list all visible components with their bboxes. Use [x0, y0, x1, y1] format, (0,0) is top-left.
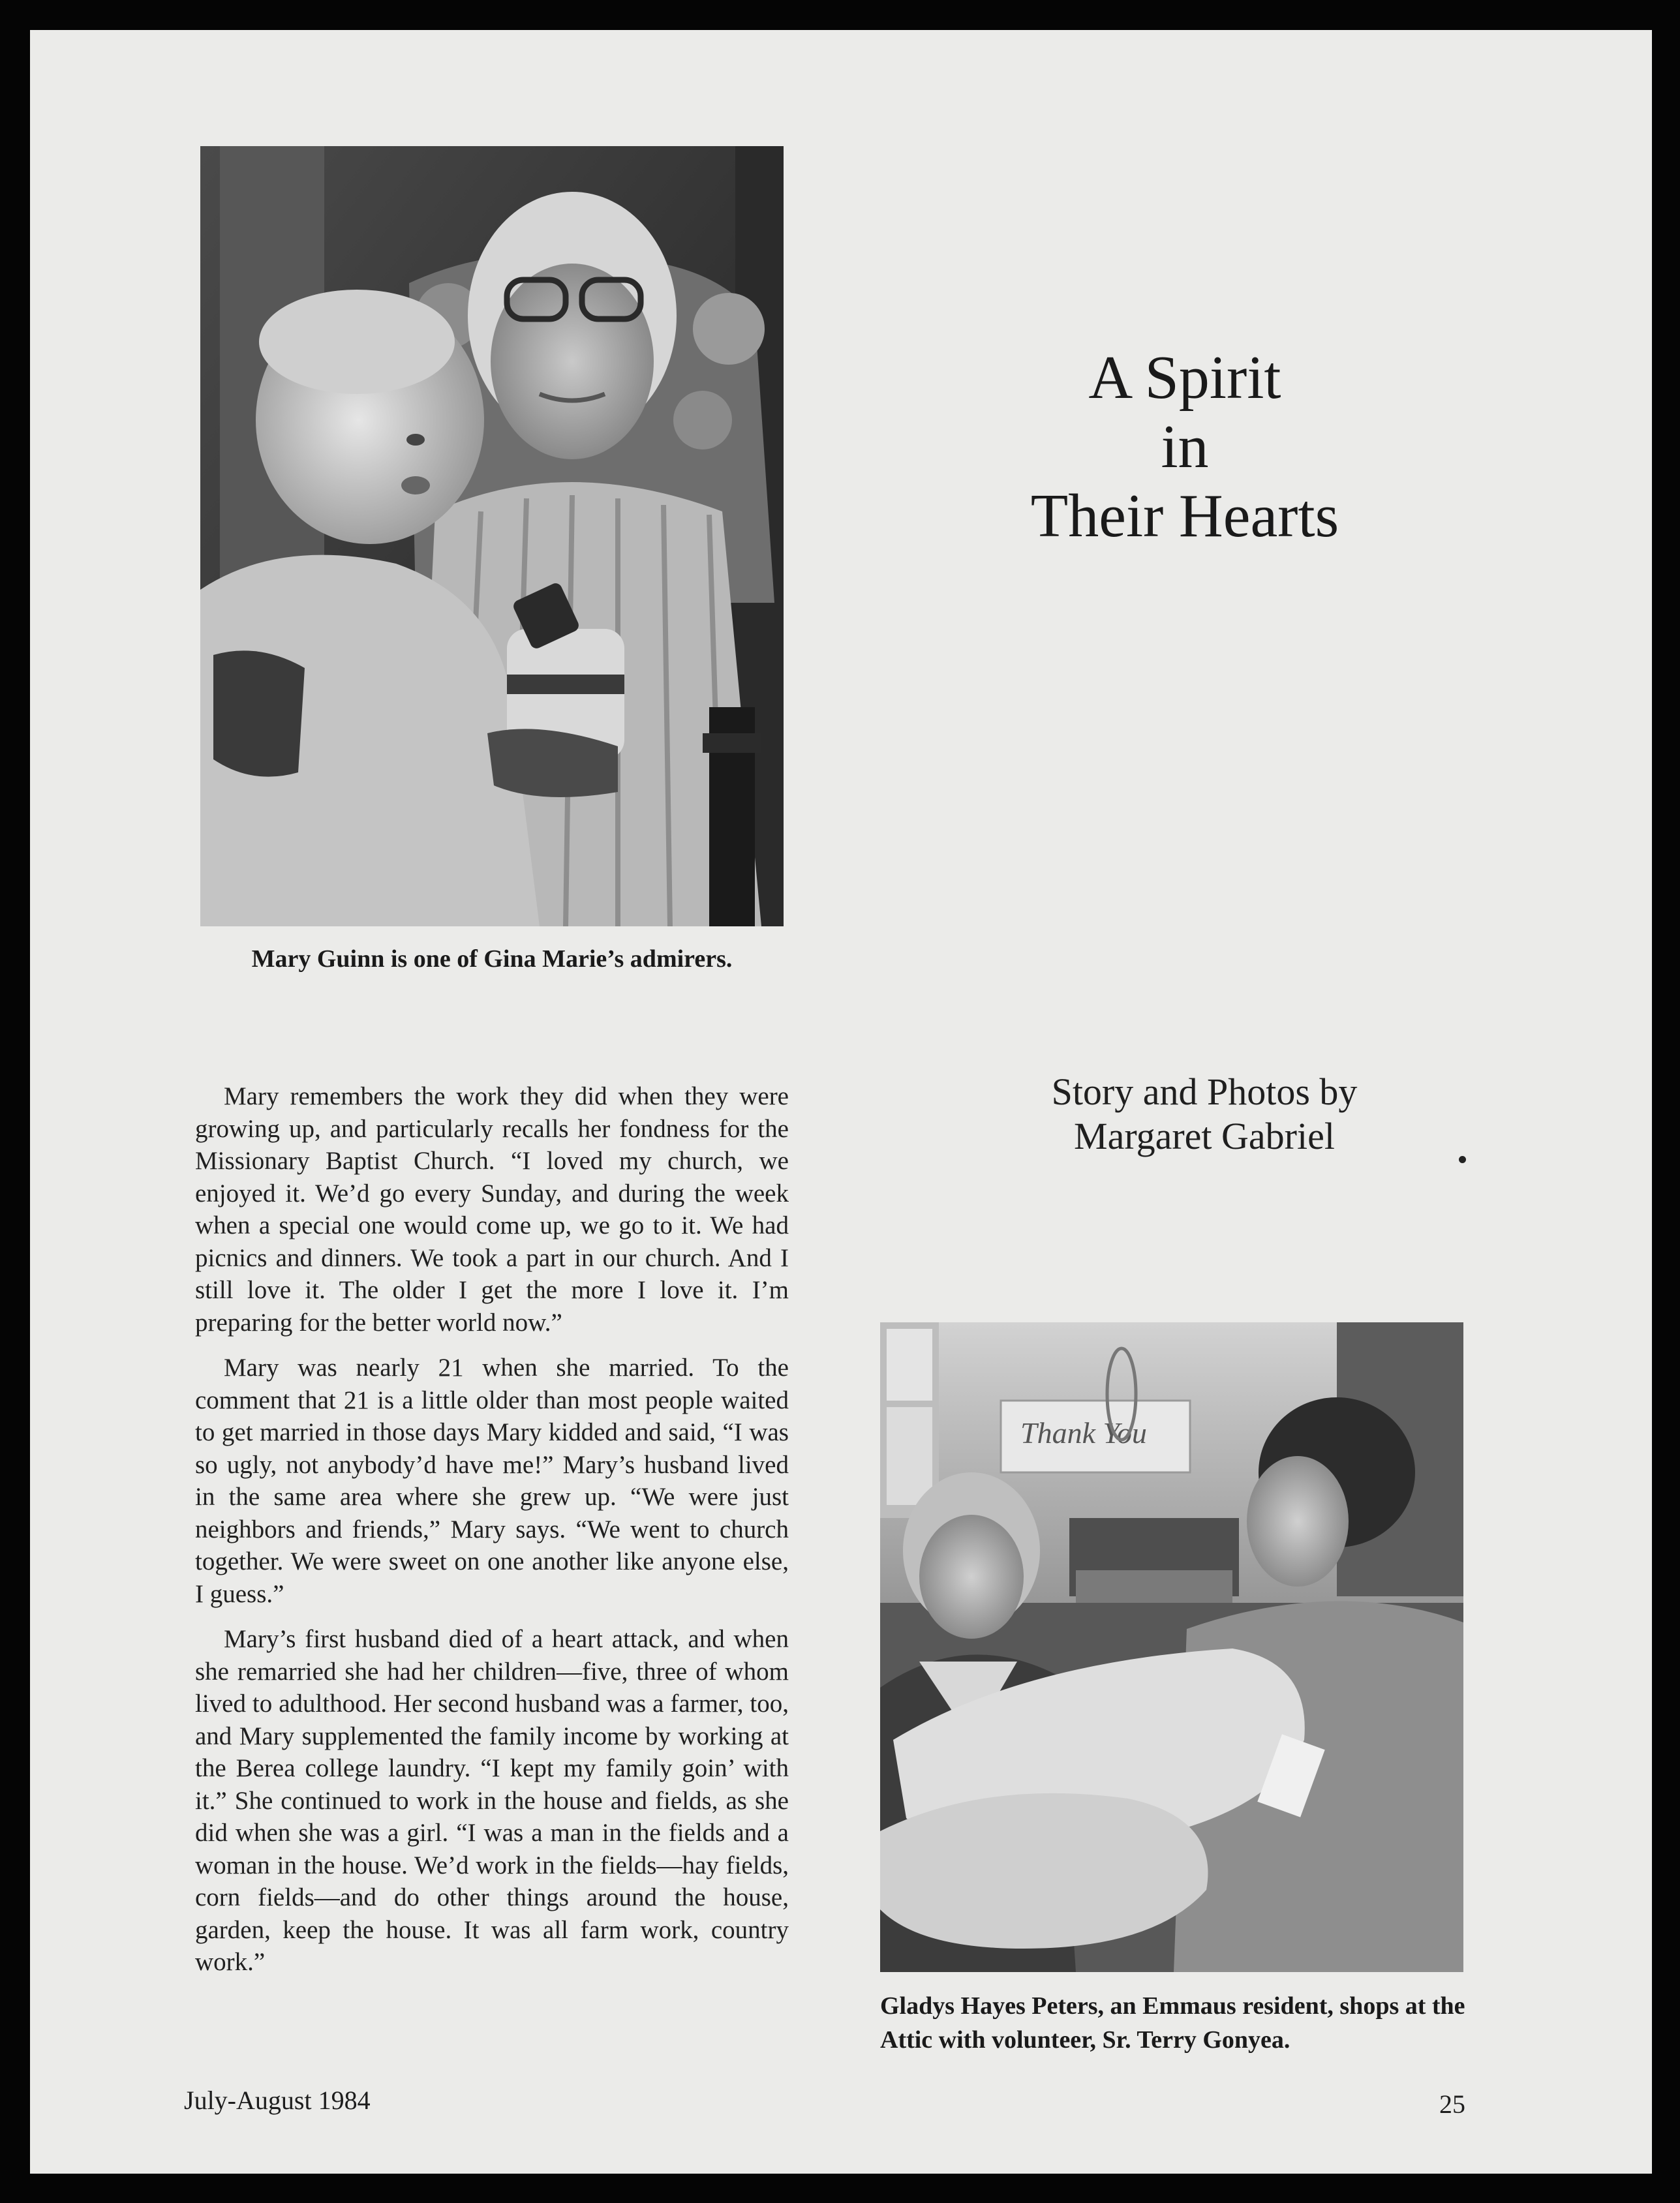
byline-line-2: Margaret Gabriel	[1074, 1115, 1335, 1157]
photo-caption-left: Mary Guinn is one of Gina Marie’s admirers.	[251, 945, 733, 973]
page-number: 25	[1439, 2089, 1465, 2119]
shop-sign-text: Thank You	[1020, 1416, 1147, 1450]
body-paragraph-3: Mary’s first husband died of a heart attack, and when she remarried she had her children—five, three of whom lived to adulthood. Her second husband was a farmer, too, and Mary supplemented the family income by working at the Berea college laundry. “I kept my family goin’ with it.” She continued to work in the house and fields, as she did when she was a girl. “I was a man in the fields and a woman in the house. We’d work in the fields—hay fields, corn fields—and do other things around the house, garden, keep the house. It was all farm work, country work.”	[195, 1625, 789, 1976]
photo-woman-with-baby-image	[200, 146, 784, 926]
speck-mark	[1459, 1156, 1466, 1163]
photo-caption-right: Gladys Hayes Peters, an Emmaus resident, shops at the Attic with volunteer, Sr. Terry Gonyea.	[880, 1992, 1465, 2054]
byline-line-1: Story and Photos by	[1051, 1071, 1358, 1113]
title-line-1: A Spirit	[1088, 344, 1281, 412]
body-paragraph-1: Mary remembers the work they did when they were growing up, and particularly recalls her fondness for the Missionary Baptist Church. “I loved my church, we enjoyed it. We’d go every Sunday, and during the week when a special one would come up, we go to it. We had picnics and dinners. We took a part in our church. And I still love it. The older I get the more I love it. I’m preparing for the better world now.”	[195, 1082, 789, 1337]
photo-shop-attic	[880, 1322, 1463, 1972]
article-byline	[956, 1070, 1452, 1159]
body-paragraph-2: Mary was nearly 21 when she married. To the comment that 21 is a little older than most people waited to get married in those days Mary kidded and said, “I was so ugly, not anybody’d have me!” Mary’s husband lived in the same area where she grew up. “We were just neighbors and friends,” Mary says. “We went to church together. We were sweet on one another like anyone else, I guess.”	[195, 1354, 789, 1608]
title-line-3: Their Hearts	[1030, 482, 1339, 550]
magazine-page	[30, 30, 1652, 2174]
photo-woman-with-baby	[200, 146, 784, 926]
article-title	[930, 343, 1439, 551]
photo-shop-attic-image	[880, 1322, 1463, 1972]
title-line-2: in	[1161, 413, 1209, 481]
issue-date: July-August 1984	[184, 2086, 371, 2115]
article-body	[195, 1080, 789, 1992]
